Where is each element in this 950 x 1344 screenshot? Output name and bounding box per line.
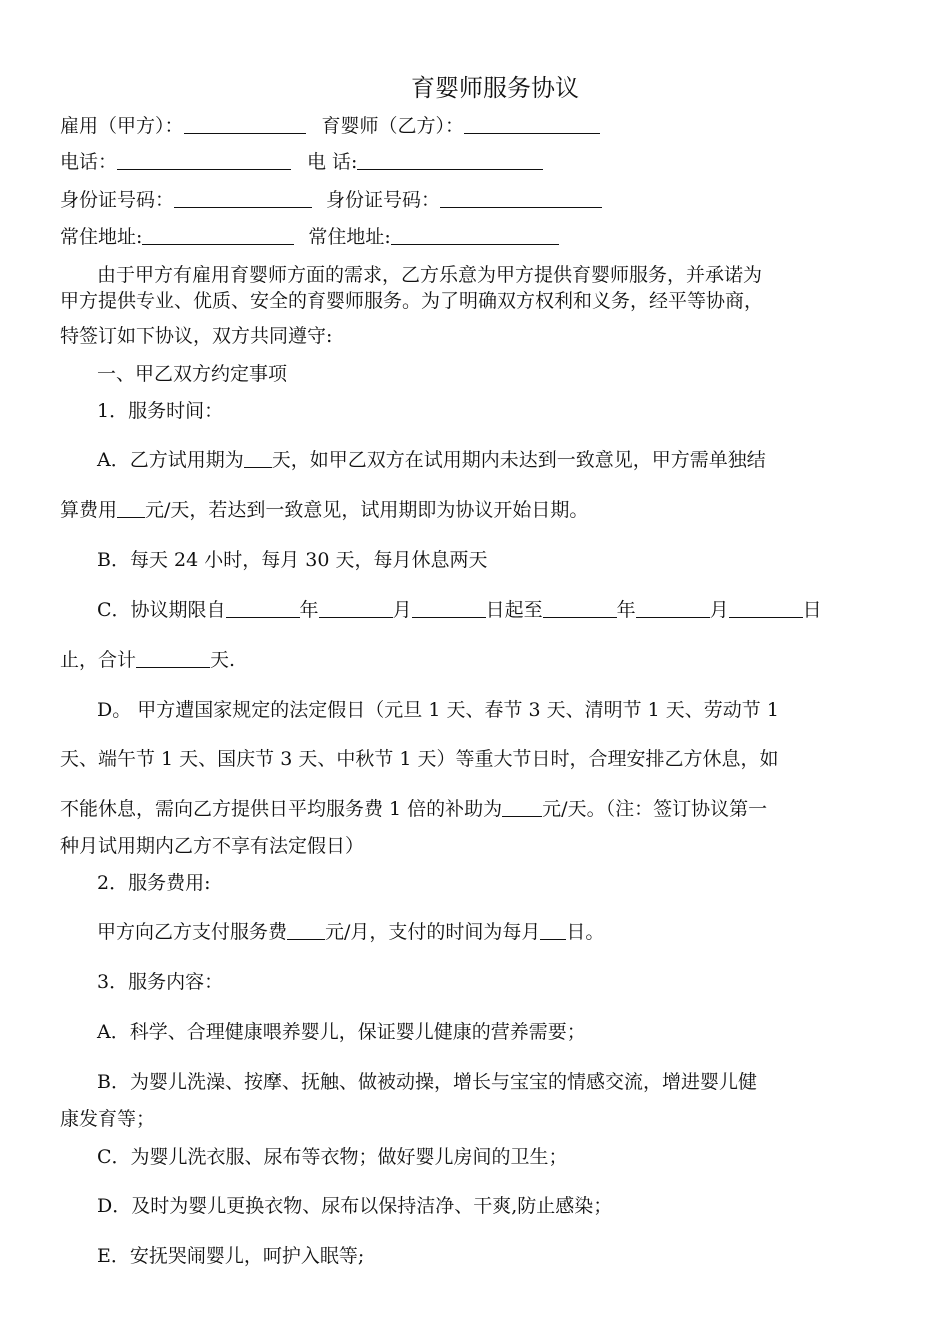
- phone-label-b: 电 话:: [307, 151, 358, 173]
- clause-c-text-1: C．协议期限自: [97, 599, 226, 621]
- nanny-name-blank[interactable]: [464, 115, 600, 134]
- phone-row: [60, 149, 543, 175]
- start-year-blank[interactable]: [226, 599, 300, 618]
- clause-d-line-3: [60, 796, 767, 822]
- service-fee-text: [97, 919, 604, 945]
- total-days-blank[interactable]: [136, 649, 210, 668]
- end-day-blank[interactable]: [729, 599, 803, 618]
- clause-c-text-2: 止，合计: [60, 649, 137, 671]
- address-row: [60, 224, 559, 250]
- employer-row: [60, 113, 600, 139]
- clause-a-text-2: 天，如甲乙双方在试用期内未达到一致意见，甲方需单独结: [271, 449, 766, 471]
- monthly-fee-blank[interactable]: [287, 921, 325, 940]
- end-month-blank[interactable]: [636, 599, 710, 618]
- content-c: C．为婴儿洗衣服、尿布等衣物；做好婴儿房间的卫生；: [97, 1146, 568, 1168]
- fee-text-b: 元/月，支付的时间为每月: [325, 921, 541, 943]
- clause-c-line-2: [60, 647, 235, 673]
- clause-c-line-1: [97, 597, 822, 623]
- section-1-heading: 一、甲乙双方约定事项: [97, 363, 288, 385]
- year-label: 年: [299, 599, 319, 621]
- intro-line-2: 甲方提供专业、优质、安全的育婴师服务。为了明确双方权利和义务，经平等协商，: [60, 290, 764, 312]
- day-to-label: 日: [802, 599, 822, 621]
- start-month-blank[interactable]: [319, 599, 393, 618]
- id-label-b: 身份证号码：: [326, 189, 441, 211]
- clause-a-line-2: [60, 497, 588, 523]
- service-time-heading: 1．服务时间：: [97, 400, 224, 422]
- end-year-blank[interactable]: [543, 599, 617, 618]
- content-b-line-1: B．为婴儿洗澡、按摩、抚触、做被动操，增长与宝宝的情感交流，增进婴儿健: [97, 1071, 757, 1093]
- service-fee-heading: 2．服务费用:: [97, 872, 211, 894]
- day-from-label: 日起至: [485, 599, 543, 621]
- clause-d-line-1: D。 甲方遭国家规定的法定假日（元旦 1 天、春节 3 天、清明节 1 天、劳动节 1: [97, 699, 779, 721]
- year-label-2: 年: [616, 599, 636, 621]
- clause-d-text-3b: 元/天。（注：签订协议第一: [542, 798, 768, 820]
- clause-a-text-1: A．乙方试用期为: [97, 449, 244, 471]
- start-day-blank[interactable]: [412, 599, 486, 618]
- address-label-b: 常住地址:: [308, 226, 391, 248]
- id-blank-b[interactable]: [440, 189, 602, 208]
- nanny-label: 育婴师（乙方）：: [321, 115, 465, 137]
- clause-c-text-3: 天.: [210, 649, 236, 671]
- pay-day-blank[interactable]: [540, 921, 566, 940]
- address-blank-b[interactable]: [391, 226, 559, 245]
- trial-days-blank[interactable]: [244, 449, 272, 468]
- month-label: 月: [392, 599, 412, 621]
- month-label-2: 月: [709, 599, 729, 621]
- service-content-heading: 3．服务内容：: [97, 971, 224, 993]
- content-e: E．安抚哭闹婴儿，呵护入眠等;: [97, 1245, 365, 1267]
- page-title: 育婴师服务协议: [411, 74, 579, 102]
- phone-blank-a[interactable]: [117, 151, 291, 170]
- phone-label-a: 电话：: [60, 151, 118, 173]
- id-label-a: 身份证号码：: [60, 189, 175, 211]
- clause-d-line-2: 天、端午节 1 天、国庆节 3 天、中秋节 1 天）等重大节日时，合理安排乙方休息，如: [60, 748, 779, 770]
- employer-name-blank[interactable]: [184, 115, 306, 134]
- address-blank-a[interactable]: [142, 226, 294, 245]
- content-b-line-2: 康发育等；: [60, 1108, 156, 1130]
- fee-text-a: 甲方向乙方支付服务费: [97, 921, 288, 943]
- clause-b: B．每天 24 小时，每月 30 天，每月休息两天: [97, 549, 488, 571]
- trial-fee-blank[interactable]: [117, 499, 145, 518]
- employer-label: 雇用（甲方）：: [60, 115, 184, 137]
- id-blank-a[interactable]: [174, 189, 312, 208]
- clause-d-line-4: 种月试用期内乙方不享有法定假日）: [60, 835, 365, 857]
- content-a: A．科学、合理健康喂养婴儿，保证婴儿健康的营养需要；: [97, 1021, 586, 1043]
- intro-line-1: 由于甲方有雇用育婴师方面的需求，乙方乐意为甲方提供育婴师服务，并承诺为: [97, 264, 763, 286]
- intro-line-3: 特签订如下协议，双方共同遵守:: [60, 325, 333, 347]
- phone-blank-b[interactable]: [357, 151, 543, 170]
- id-row: [60, 187, 602, 213]
- holiday-subsidy-blank[interactable]: [502, 798, 542, 817]
- clause-d-text-3a: 不能休息，需向乙方提供日平均服务费 1 倍的补助为: [60, 798, 503, 820]
- content-d: D．及时为婴儿更换衣物、尿布以保持洁净、干爽,防止感染；: [97, 1195, 613, 1217]
- clause-a-line-1: [97, 447, 766, 473]
- clause-a-text-3: 算费用: [60, 499, 118, 521]
- clause-a-text-4: 元/天，若达到一致意见，试用期即为协议开始日期。: [145, 499, 589, 521]
- fee-text-c: 日。: [566, 921, 605, 943]
- address-label-a: 常住地址:: [60, 226, 143, 248]
